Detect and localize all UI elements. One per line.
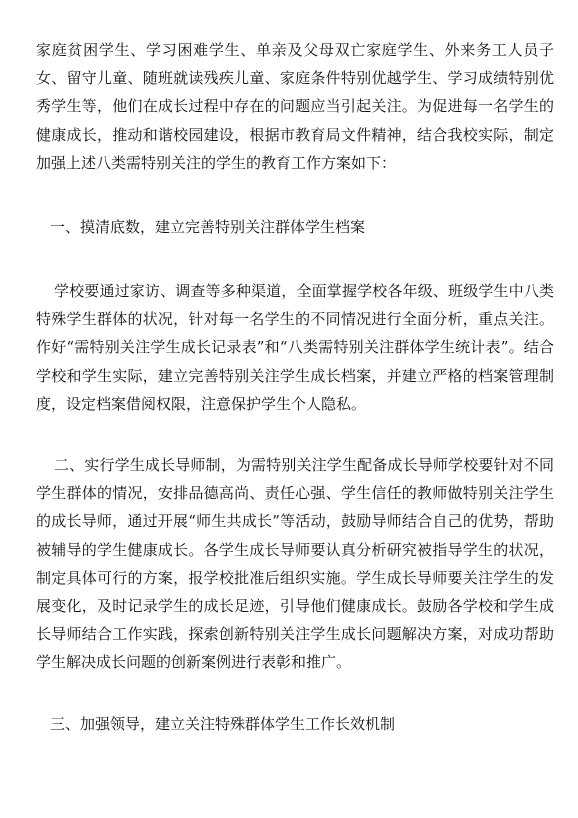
- section-3-heading: 三、加强领导，建立关注特殊群体学生工作长效机制: [50, 714, 396, 733]
- spacer: [36, 677, 554, 710]
- section-1-paragraph: 学校要通过家访、调查等多种渠道，全面掌握学校各年级、班级学生中八类特殊学生群体的状况，针对每一名学生的不同情况进行全面分析，重点关注。作好“需特别关注学生成长记录表”和“八类需特别关注群体学生统计表”。结合学校和学生实际，建立完善特别关注学生成长档案，并建立严格的档案管理制度，设定档案借阅权限，注意保护学生个人隐私。: [36, 282, 554, 413]
- spacer: [36, 241, 554, 277]
- spacer: [36, 418, 554, 451]
- intro-paragraph: 家庭贫困学生、学习困难学生、单亲及父母双亡家庭学生、外来务工人员子女、留守儿童、随班就读残疾儿童、家庭条件特别优越学生、学习成绩特别优秀学生等，他们在成长过程中存在的问题应当引起关注。为促进每一名学生的健康成长，推动和谐校园建设，根据市教育局文件精神，结合我校实际，制定加强上述八类需特别关注的学生的教育工作方案如下：: [36, 41, 554, 172]
- section-1-heading: 一、摸清底数，建立完善特别关注群体学生档案: [50, 218, 366, 237]
- spacer: [36, 177, 554, 213]
- section-2-paragraph: 二、实行学生成长导师制，为需特别关注学生配备成长导师学校要针对不同学生群体的情况，安排品德高尚、责任心强、学生信任的教师做特别关注学生的成长导师，通过开展“师生共成长”等活动，鼓励导师结合自己的优势，帮助被辅导的学生健康成长。各学生成长导师要认真分析研究被指导学生的状况，制定具体可行的方案，报学校批准后组织实施。学生成长导师要关注学生的发展变化，及时记录学生的成长足迹，引导他们健康成长。鼓励各学校和学生成长导师结合工作实践，探索创新特别关注学生成长问题解决方案，对成功帮助学生解决成长问题的创新案例进行表彰和推广。: [36, 456, 554, 672]
